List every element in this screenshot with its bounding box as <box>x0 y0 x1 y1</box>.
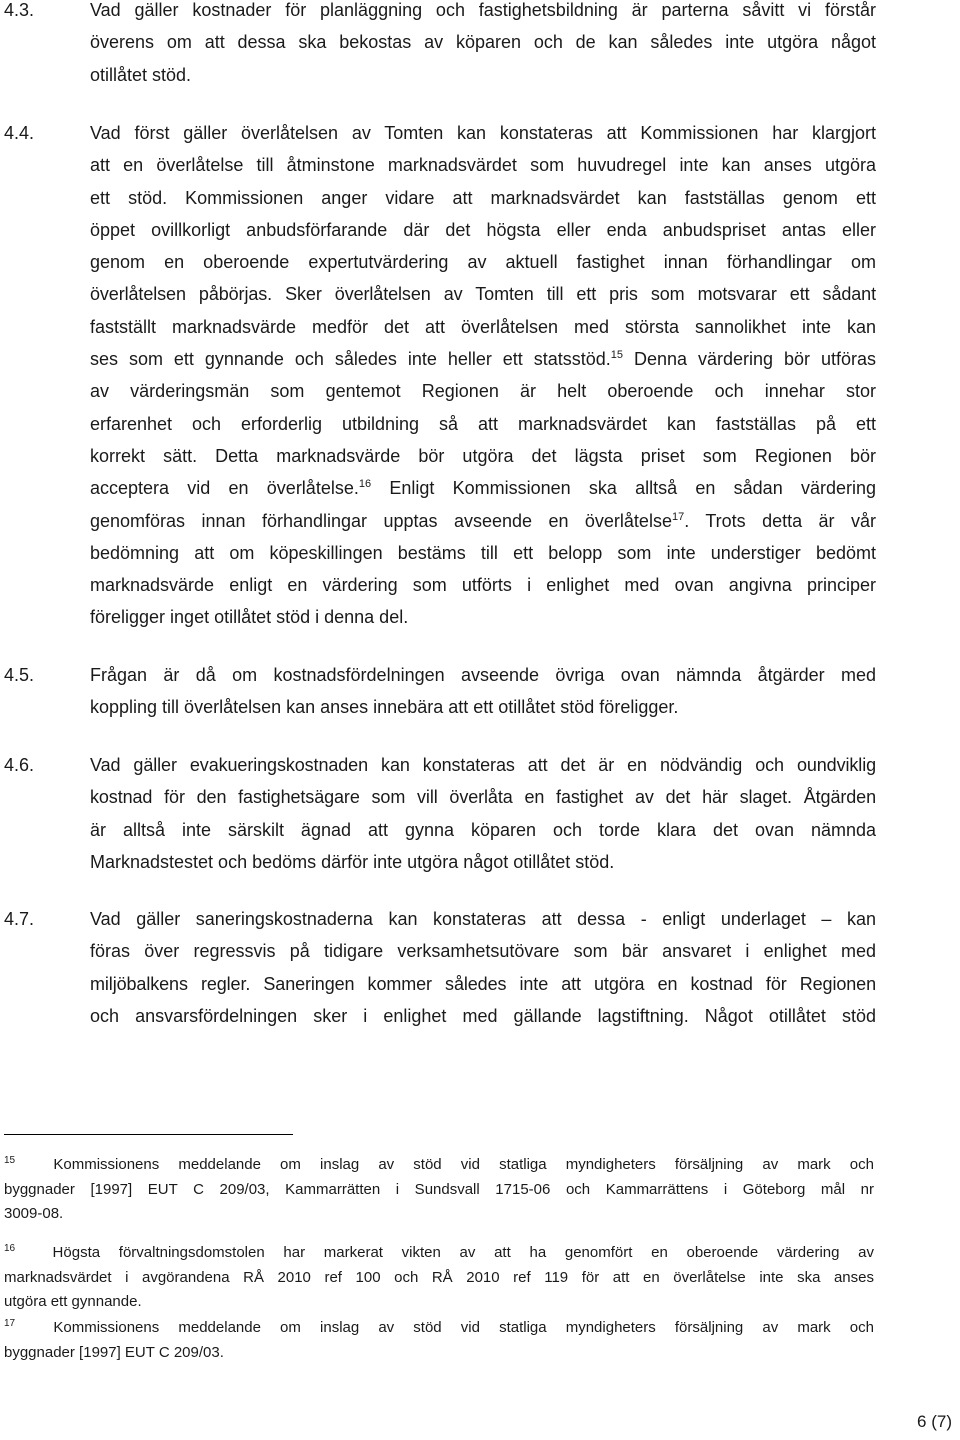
footnote-ref[interactable]: 15 <box>610 349 624 362</box>
footnote-number: 16 <box>4 1243 16 1254</box>
text-line: otillåtet stöd. <box>90 64 192 85</box>
footnote-number: 17 <box>4 1318 16 1329</box>
text-line: av värderingsmän som gentemot Regionen är helt oberoende och innehar stor <box>90 381 876 402</box>
text-line: överens om att dessa ska bekostas av köparen och de kan således inte utgöra något <box>90 32 876 53</box>
text-line: är alltså inte särskilt ägnad att gynna köparen och torde klara det ovan nämnda <box>90 819 876 840</box>
section-number: 4.3. <box>4 0 35 20</box>
footnote-line: $^{17}$ Kommissionens meddelande om inslag av stöd vid statliga myndigheters försäljning av mark och <box>4 1318 874 1336</box>
footnote-number: 15 <box>4 1155 16 1166</box>
footnote-ref[interactable]: 16 <box>358 478 372 491</box>
text-line: erfarenhet och erforderlig utbildning så att marknadsvärdet kan fastställas på ett <box>90 413 876 434</box>
text-line: koppling till överlåtelsen kan anses innebära att ett otillåtet stöd föreligger. <box>90 697 679 718</box>
section-text <box>90 903 876 1032</box>
section-number: 4.4. <box>4 123 35 143</box>
text-line: korrekt sätt. Detta marknadsvärde bör utgöra det lägsta priset som Regionen bör <box>90 445 876 466</box>
footnote-line: marknadsvärdet i avgörandena RÅ 2010 ref 100 och RÅ 2010 ref 119 för att en överlåtelse inte ska anses <box>4 1268 874 1286</box>
section-text <box>90 117 876 634</box>
footnote-16 <box>4 1241 874 1315</box>
footnote-line: byggnader [1997] EUT C 209/03, Kammarrätten i Sundsvall 1715-06 och Kammarrättens i Göteborg mål nr <box>4 1180 874 1198</box>
section-number: 4.6. <box>4 755 35 775</box>
text-line: Vad gäller kostnader för planläggning och fastighetsbildning är parterna såvitt vi förstår <box>90 0 876 20</box>
text-line: bedömning att om köpeskillingen bestäms till ett belopp som inte understiger bedömt <box>90 542 876 563</box>
text-line: öppet ovillkorligt anbudsförfarande där det högsta eller enda anbudspriset antas eller <box>90 219 876 240</box>
text-line: Marknadstestet och bedöms därför inte utgöra något otillåtet stöd. <box>90 851 615 872</box>
text-line: miljöbalkens regler. Saneringen kommer således inte att utgöra en kostnad för Regionen <box>90 973 876 994</box>
text-line: föras över regressvis på tidigare verksamhetsutövare som bär ansvaret i enlighet med <box>90 941 876 962</box>
section-text <box>90 659 876 724</box>
text-line: kostnad för den fastighetsägare som vill överlåta en fastighet av det här slaget. Åtgärden <box>90 787 876 808</box>
section-number: 4.7. <box>4 909 35 929</box>
text-line: genomföras innan förhandlingar upptas avseende en överlåtelse$^{17}$. Trots detta är vår <box>90 510 876 531</box>
text-line: och ansvarsfördelningen sker i enlighet med gällande lagstiftning. Något otillåtet stöd <box>90 1005 876 1026</box>
footnote-line: 3009-08. <box>4 1205 64 1222</box>
text-line: Vad först gäller överlåtelsen av Tomten kan konstateras att Kommissionen har klargjort <box>90 123 876 143</box>
footnote-line: $^{16}$ Högsta förvaltningsdomstolen har markerat vikten av att ha genomfört en oberoende värdering av <box>4 1243 875 1261</box>
text-line: fastställt marknadsvärde medför det att överlåtelsen med största sannolikhet inte kan <box>90 316 876 337</box>
text-line: marknadsvärde enligt en värdering som utförts i enlighet med ovan angivna principer <box>90 575 876 596</box>
text-line: Vad gäller saneringskostnaderna kan konstateras att dessa - enligt underlaget – kan <box>90 909 876 929</box>
text-line: acceptera vid en överlåtelse.$^{16}$ Enligt Kommissionen ska alltså en sådan värdering <box>90 478 876 499</box>
footnote-line: utgöra ett gynnande. <box>4 1293 142 1310</box>
text-line: Frågan är då om kostnadsfördelningen avseende övriga ovan nämnda åtgärder med <box>90 665 876 685</box>
text-line: Vad gäller evakueringskostnaden kan konstateras att det är en nödvändig och oundviklig <box>90 755 876 775</box>
page-number: 6 (7) <box>917 1412 952 1431</box>
footnote-17 <box>4 1316 874 1365</box>
footnote-separator <box>4 1134 293 1135</box>
text-line: överlåtelsen påbörjas. Sker överlåtelsen av Tomten till ett pris som motsvarar ett sådant <box>90 284 876 305</box>
footnote-line: $^{15}$ Kommissionens meddelande om inslag av stöd vid statliga myndigheters försäljning av mark och <box>4 1155 874 1173</box>
section-number: 4.5. <box>4 665 35 685</box>
text-line: ses som ett gynnande och således inte heller ett statsstöd.$^{15}$ Denna värdering bör utföras <box>90 349 876 370</box>
footnote-ref[interactable]: 17 <box>671 510 685 523</box>
text-line: genom en oberoende expertutvärdering av aktuell fastighet innan förhandlingar om <box>90 252 876 273</box>
text-line: ett stöd. Kommissionen anger vidare att marknadsvärdet kan fastställas genom ett <box>90 187 876 208</box>
text-line: föreligger inget otillåtet stöd i denna del. <box>90 607 409 628</box>
text-line: att en överlåtelse till åtminstone marknadsvärdet som huvudregel inte kan anses utgöra <box>90 155 876 176</box>
section-text <box>90 749 876 878</box>
footnote-15 <box>4 1153 874 1227</box>
footnote-line: byggnader [1997] EUT C 209/03. <box>4 1343 224 1361</box>
section-text <box>90 0 876 91</box>
